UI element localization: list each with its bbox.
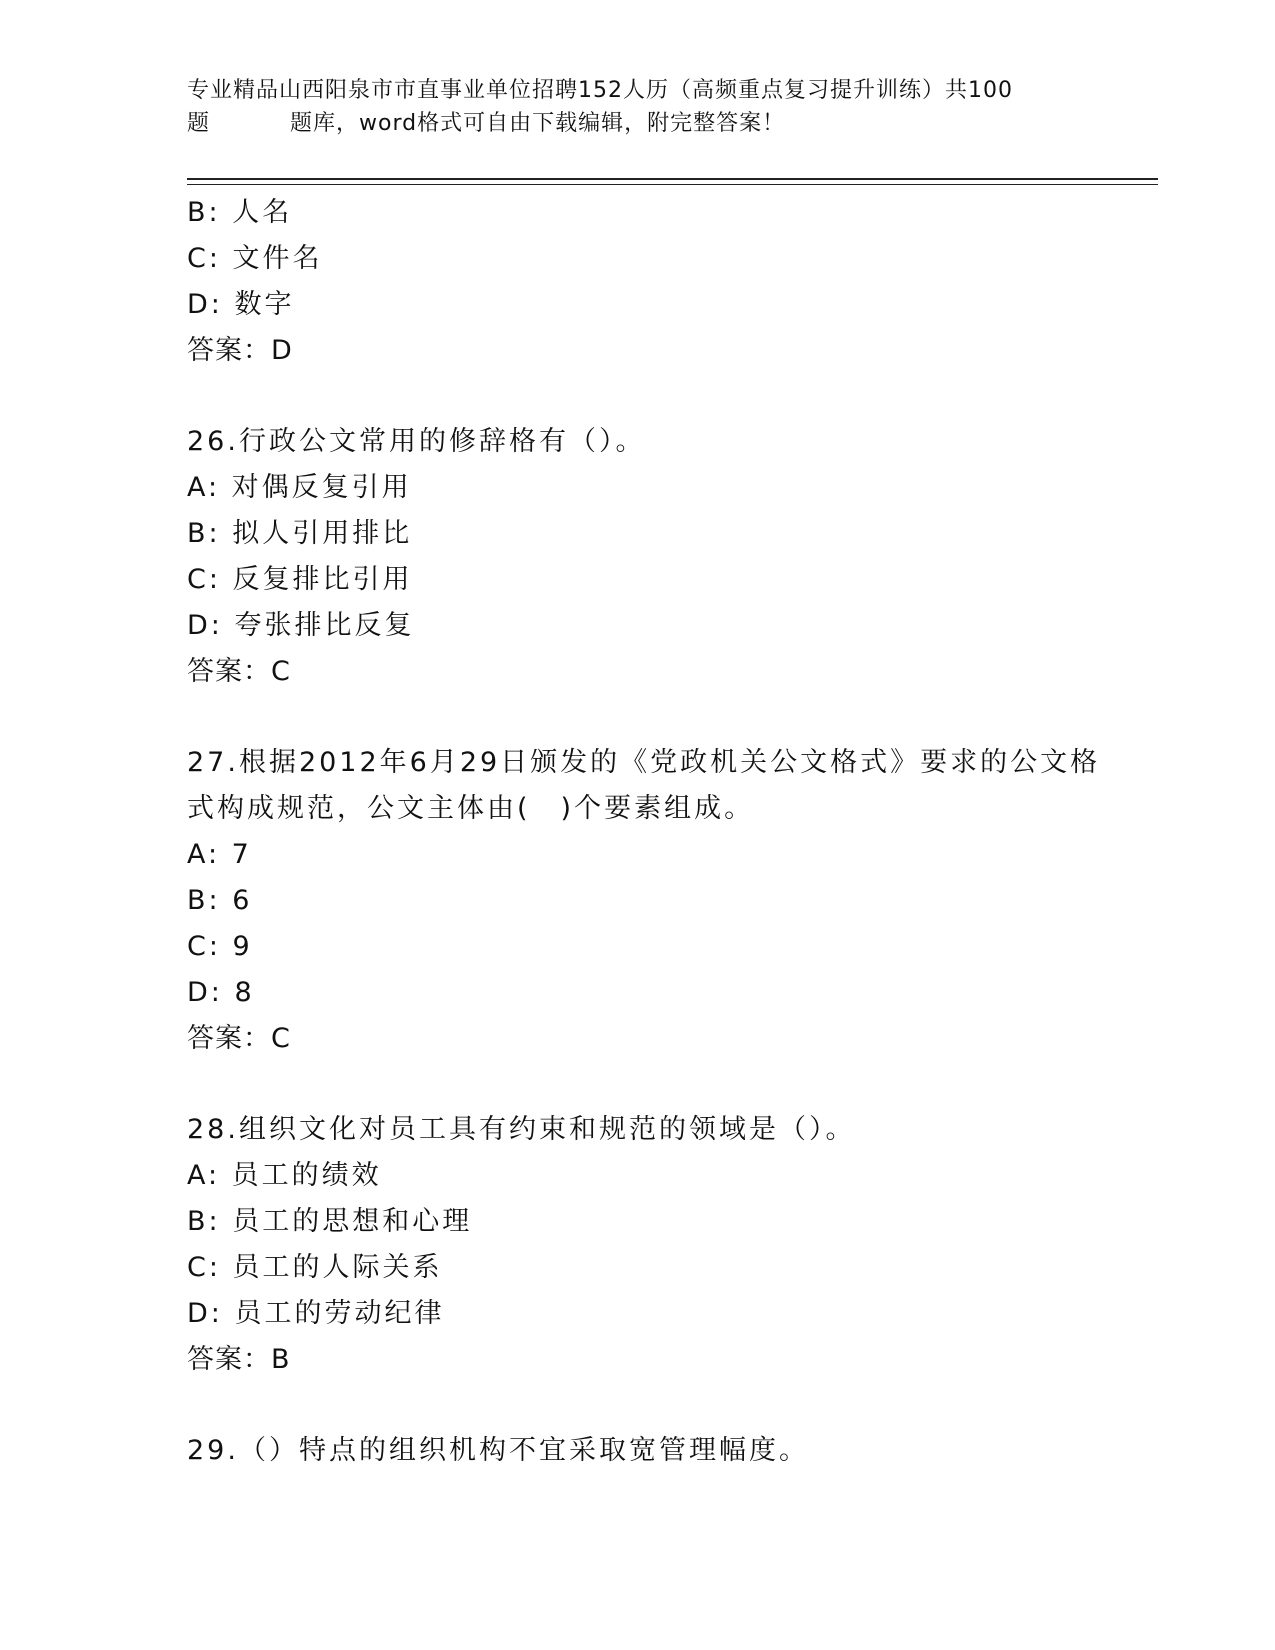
option-c: C: 员工的人际关系 (187, 1252, 443, 1283)
option-a: A: 对偶反复引用 (187, 472, 412, 503)
option-d: D: 夸张排比反复 (187, 610, 415, 641)
option-b: B: 6 (187, 885, 253, 916)
option-a: A: 7 (187, 839, 252, 870)
option-d: D: 数字 (187, 289, 295, 320)
option-c: C: 反复排比引用 (187, 564, 413, 595)
document-header (187, 74, 1087, 140)
question-27 (187, 740, 1101, 1062)
option-b: B: 拟人引用排比 (187, 518, 413, 549)
header-divider-thin (187, 184, 1158, 185)
header-title-line2 (187, 107, 1087, 140)
answer: 答案：D (187, 335, 293, 366)
question-text-line1: 27.根据2012年6月29日颁发的《党政机关公文格式》要求的公文格 (187, 747, 1101, 778)
answer: 答案：C (187, 1023, 291, 1054)
header-title-line2-right: 题库，word格式可自由下载编辑，附完整答案！ (290, 111, 786, 136)
option-c: C: 9 (187, 931, 253, 962)
question-text: 26.行政公文常用的修辞格有（）。 (187, 426, 646, 457)
answer: 答案：B (187, 1344, 291, 1375)
header-title-line1: 专业精品山西阳泉市市直事业单位招聘152人历（高频重点复习提升训练）共100 (187, 78, 1013, 103)
option-b: B: 人名 (187, 197, 293, 228)
option-d: D: 8 (187, 977, 255, 1008)
question-text: 29.（）特点的组织机构不宜采取宽管理幅度。 (187, 1435, 809, 1466)
option-d: D: 员工的劳动纪律 (187, 1298, 445, 1329)
header-title-line2-left: 题 (187, 111, 211, 136)
question-text-line2: 式构成规范，公文主体由( )个要素组成。 (187, 793, 755, 824)
question-28 (187, 1107, 1087, 1383)
header-divider-thick (187, 178, 1158, 180)
question-26 (187, 419, 1087, 695)
option-a: A: 员工的绩效 (187, 1160, 382, 1191)
question-text: 28.组织文化对员工具有约束和规范的领域是（）。 (187, 1114, 856, 1145)
question-29 (187, 1428, 1087, 1474)
option-b: B: 员工的思想和心理 (187, 1206, 473, 1237)
question-25-tail (187, 190, 1087, 374)
answer: 答案：C (187, 656, 291, 687)
question-list (187, 190, 1101, 1474)
option-c: C: 文件名 (187, 243, 323, 274)
